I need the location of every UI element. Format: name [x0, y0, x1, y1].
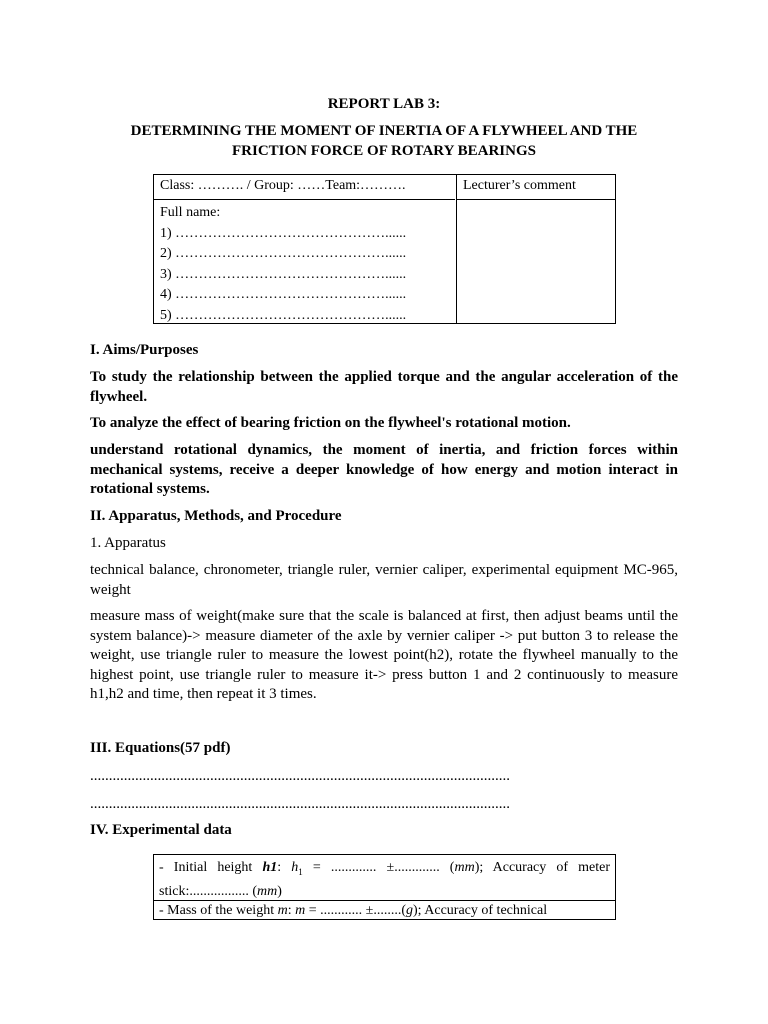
full-name-list	[160, 203, 406, 326]
initial-height-row: - Initial height h1: $h_1$ = ............. ±............. (mm); Accuracy of meter stick:................. (mm)	[159, 860, 611, 900]
table-divider-horizontal	[154, 199, 455, 200]
student-info-table	[153, 174, 616, 324]
report-subtitle-line1: DETERMINING THE MOMENT OF INERTIA OF A FLYWHEEL AND THE	[130, 123, 638, 139]
full-name-label: Full name:	[160, 205, 221, 220]
name-line-4: 4) ………………………………………......	[160, 287, 407, 302]
name-line-1: 1) ………………………………………......	[160, 225, 407, 241]
name-line-5: 5) ………………………………………......	[160, 307, 407, 323]
section-aims-heading: I. Aims/Purposes	[90, 342, 199, 358]
h1-symbol: h1	[262, 860, 278, 875]
table-divider-vertical	[456, 175, 457, 323]
aim-paragraph-1: To study the relationship between the applied torque and the angular acceleration of the flywheel.	[90, 369, 678, 405]
section-equations-heading: III. Equations(57 pdf)	[90, 740, 231, 756]
report-subtitle	[0, 121, 768, 161]
class-group-team-cell: Class: ………. / Group: ……Team:……….	[160, 178, 406, 193]
aim-paragraph-3: understand rotational dynamics, the moment of inertia, and friction forces within mechanical systems, receive a deeper knowledge of how energy and motion interact in rotational systems.	[90, 442, 678, 497]
lecturer-comment-header: Lecturer’s comment	[463, 178, 576, 193]
aim-paragraph-2: To analyze the effect of bearing friction on the flywheel's rotational motion.	[90, 415, 571, 431]
report-title: REPORT LAB 3:	[327, 96, 441, 112]
report-subtitle-line2: FRICTION FORCE OF ROTARY BEARINGS	[232, 143, 536, 159]
equation-blank-line-1: ................................................................................................................	[90, 768, 510, 784]
name-line-2: 2) ………………………………………......	[160, 246, 407, 261]
equation-blank-line-2: ................................................................................................................	[90, 796, 510, 812]
section-experimental-heading: IV. Experimental data	[90, 822, 232, 838]
section-apparatus-heading: II. Apparatus, Methods, and Procedure	[90, 508, 342, 524]
procedure-paragraph: measure mass of weight(make sure that the scale is balanced at first, then adjust beams until the system balance)-> measure diameter of the axle by vernier caliper -> put button 3 to release the weight, use triangle ruler to measure the lowest point(h2), rotate the flywheel manually to the highest point, use triangle ruler to measure it-> press button 1 and 2 continuously to measure h1,h2 and time, then repeat it 3 times.	[90, 608, 678, 702]
experimental-data-table	[153, 854, 616, 920]
name-line-3: 3) ………………………………………......	[160, 266, 407, 282]
apparatus-subheading: 1. Apparatus	[90, 535, 166, 551]
apparatus-list-paragraph: technical balance, chronometer, triangle ruler, vernier caliper, experimental equipment MC-965, weight	[90, 562, 678, 598]
mass-weight-row: - Mass of the weight m: m = ............ ±........(g); Accuracy of technical	[159, 903, 548, 918]
table-divider-horizontal-right	[456, 199, 615, 200]
